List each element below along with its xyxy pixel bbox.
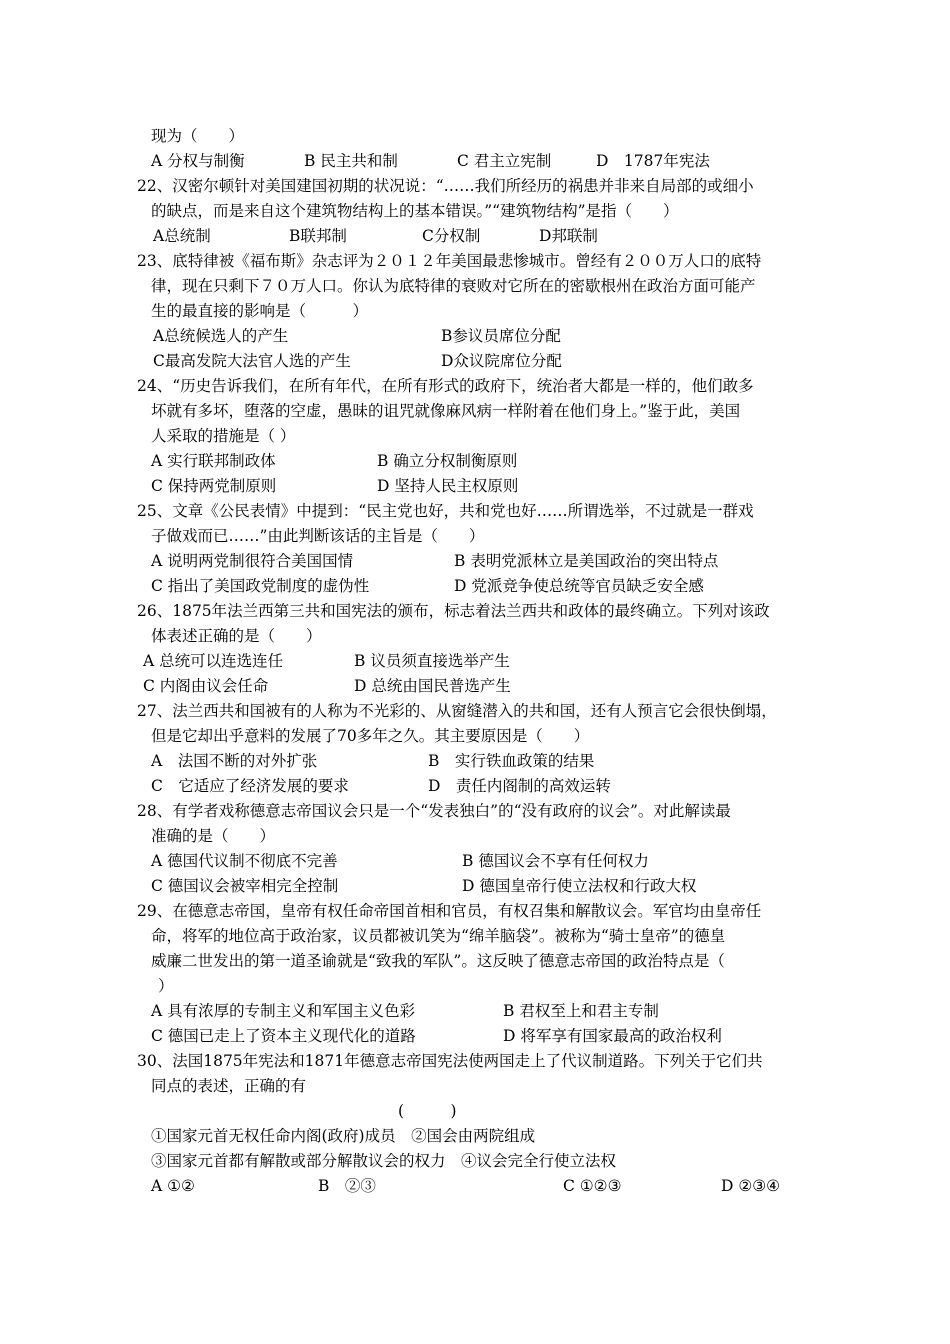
question-text: 命，将军的地位高于政治家，议员都被讥笑为“绵羊脑袋”。被称为“骑士皇帝”的德皇 <box>151 927 726 945</box>
question-text: 生的最直接的影响是（ ） <box>151 302 369 320</box>
option-d: D 坚持人民主权原则 <box>377 477 519 495</box>
question-24: 24、“历史告诉我们，在所有年代，在所有形式的政府下，统治者大都是一样的，他们敢多 <box>137 377 754 395</box>
option-c: C最高发院大法官人选的产生 <box>153 352 351 370</box>
question-28: 28、有学者戏称德意志帝国议会只是一个“发表独白”的“没有政府的议会”。对此解读最 <box>137 802 731 820</box>
option-b: B 民主共和制 <box>304 152 398 170</box>
option-c: C 它适应了经济发展的要求 <box>151 777 349 795</box>
option-c: C分权制 <box>422 227 481 245</box>
question-text: 的缺点，而是来自这个建筑物结构上的基本错误。”“建筑物结构”是指（ ） <box>151 202 679 220</box>
question-30: 30、法国1875年宪法和1871年德意志帝国宪法使两国走上了代议制道路。下列关于它们共 <box>137 1052 763 1070</box>
option-c: C 指出了美国政党制度的虚伪性 <box>151 577 370 595</box>
question-text: 但是它却出乎意料的发展了70多年之久。其主要原因是（ ） <box>151 727 590 745</box>
question-text: 同点的表述，正确的有 <box>151 1077 307 1095</box>
option-c: C 君主立宪制 <box>457 152 552 170</box>
option-b: B 德国议会不享有任何权力 <box>462 852 649 870</box>
question-29: 29、在德意志帝国，皇帝有权任命帝国首相和官员，有权召集和解散议会。军官均由皇帝任 <box>137 902 762 920</box>
option-a: A 具有浓厚的专制主义和军国主义色彩 <box>151 1002 416 1020</box>
question-text: 体表述正确的是（ ） <box>151 627 322 645</box>
option-a: A ①② <box>151 1177 195 1195</box>
question-continuation: 现为（ ） <box>151 127 245 145</box>
option-a: A 法国不断的对外扩张 <box>151 752 318 770</box>
option-d: D 总统由国民普选产生 <box>354 677 511 695</box>
question-text: 准确的是（ ） <box>151 827 276 845</box>
option-c: C 内阁由议会任命 <box>143 677 269 695</box>
option-b: B 确立分权制衡原则 <box>377 452 518 470</box>
option-d: D 责任内阁制的高效运转 <box>428 777 611 795</box>
question-22: 22、汉密尔顿针对美国建国初期的状况说：“……我们所经历的祸患并非来自局部的或细小 <box>137 177 754 195</box>
answer-blank: ( ) <box>398 1102 457 1120</box>
option-b: B ②③ <box>318 1177 376 1195</box>
option-c: C 保持两党制原则 <box>151 477 277 495</box>
option-a: A 总统可以连选连任 <box>143 652 284 670</box>
question-text: 子做戏而已……”由此判断该话的主旨是（ ） <box>151 527 485 545</box>
option-a: A总统候选人的产生 <box>153 327 289 345</box>
question-25: 25、文章《公民表情》中提到：“民主党也好，共和党也好……所谓选举，不过就是一群戏 <box>137 502 754 520</box>
option-d: D 党派竞争使总统等官员缺乏安全感 <box>454 577 704 595</box>
option-b: B 实行铁血政策的结果 <box>428 752 595 770</box>
option-d: D 将军享有国家最高的政治权利 <box>503 1027 722 1045</box>
question-23: 23、底特律被《福布斯》杂志评为２０１２年美国最悲惨城市。曾经有２００万人口的底特 <box>137 252 762 270</box>
statement-line: ①国家元首无权任命内阁(政府)成员 ②国会由两院组成 <box>151 1127 536 1145</box>
option-d: D 1787年宪法 <box>596 152 710 170</box>
question-text: 坏就有多坏，堕落的空虚，愚昧的诅咒就像麻风病一样附着在他们身上。”鉴于此，美国 <box>151 402 741 420</box>
option-d: D邦联制 <box>539 227 598 245</box>
option-a: A 说明两党制很符合美国国情 <box>151 552 354 570</box>
question-27: 27、法兰西共和国被有的人称为不光彩的、从窗缝潜入的共和国，还有人预言它会很快倒塌， <box>137 702 777 720</box>
option-a: A总统制 <box>153 227 211 245</box>
option-b: B 表明党派林立是美国政治的突出特点 <box>454 552 719 570</box>
option-c: C ①②③ <box>563 1177 622 1195</box>
option-b: B 君权至上和君主专制 <box>503 1002 659 1020</box>
question-26: 26、1875年法兰西第三共和国宪法的颁布，标志着法兰西共和政体的最终确立。下列对该政 <box>137 602 770 620</box>
question-text: 威廉二世发出的第一道圣谕就是“致我的军队”。这反映了德意志帝国的政治特点是（ <box>151 952 725 970</box>
option-b: B参议员席位分配 <box>441 327 561 345</box>
option-b: B 议员须直接选举产生 <box>354 652 510 670</box>
option-b: B联邦制 <box>289 227 347 245</box>
option-a: A 实行联邦制政体 <box>151 452 276 470</box>
option-d: D众议院席位分配 <box>441 352 562 370</box>
option-d: D ②③④ <box>721 1177 781 1195</box>
question-text: 人采取的措施是（ ） <box>151 427 296 445</box>
option-c: C 德国议会被宰相完全控制 <box>151 877 339 895</box>
option-a: A 分权与制衡 <box>151 152 245 170</box>
option-c: C 德国已走上了资本主义现代化的道路 <box>151 1027 416 1045</box>
option-d: D 德国皇帝行使立法权和行政大权 <box>462 877 697 895</box>
question-text: 律，现在只剩下７０万人口。你认为底特律的衰败对它所在的密歇根州在政治方面可能产 <box>151 277 756 295</box>
option-a: A 德国代议制不彻底不完善 <box>151 852 338 870</box>
statement-line: ③国家元首都有解散或部分解散议会的权力 ④议会完全行使立法权 <box>151 1152 617 1170</box>
question-text: ） <box>158 977 174 995</box>
